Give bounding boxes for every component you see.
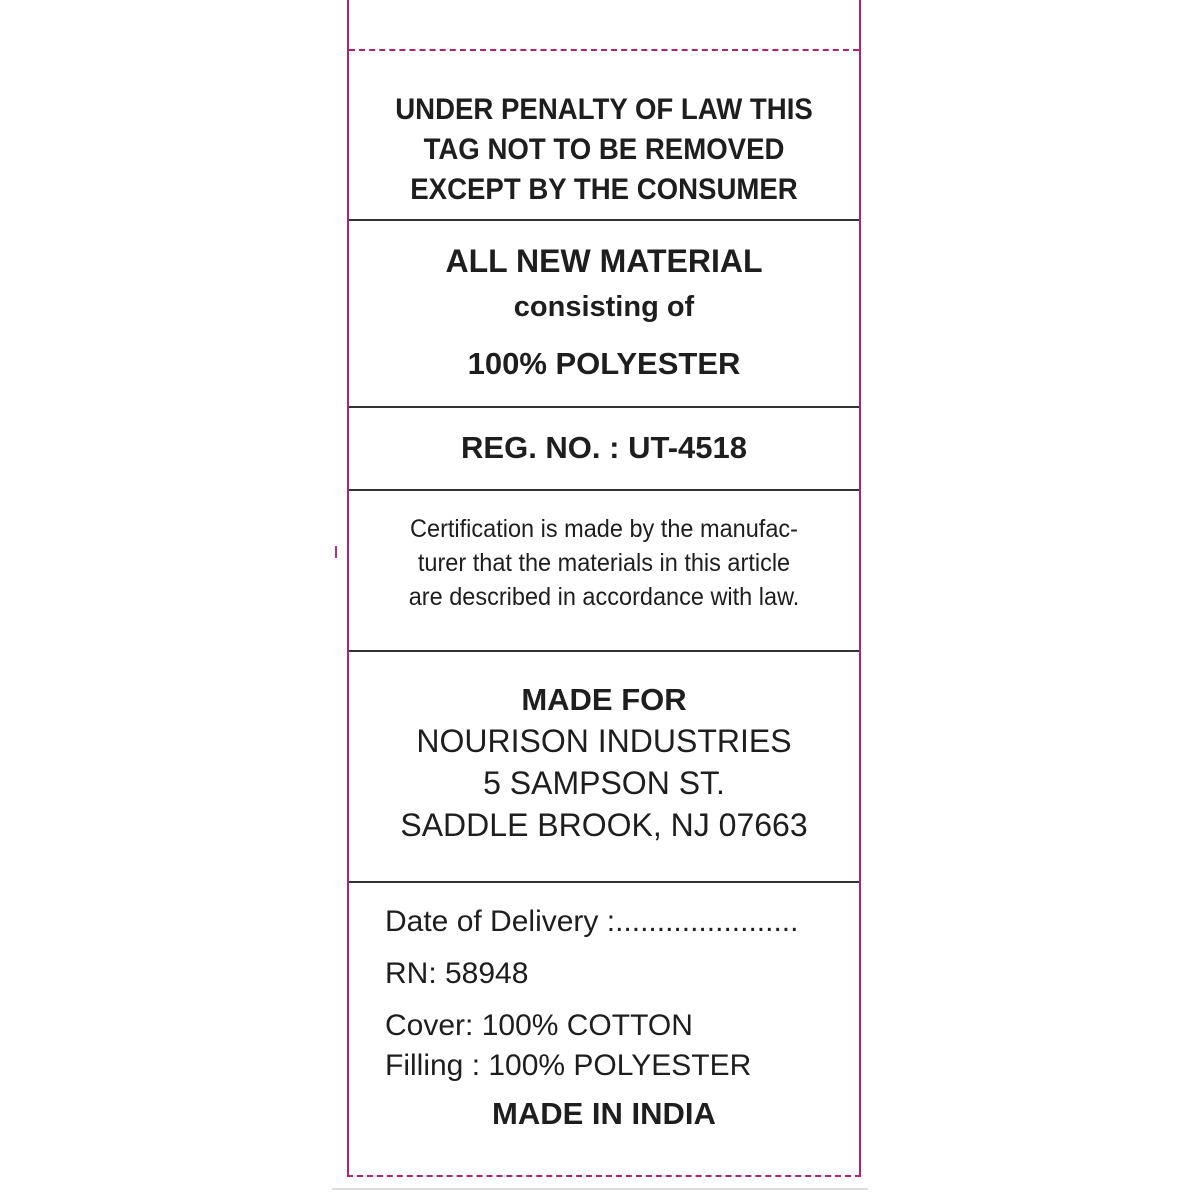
country-of-origin: MADE IN INDIA xyxy=(492,1096,716,1131)
certification-line-2: turer that the materials in this article xyxy=(417,549,791,577)
material-connector: consisting of xyxy=(513,291,695,323)
edge-mark xyxy=(335,546,337,558)
street-address: 5 SAMPSON ST. xyxy=(483,765,725,801)
divider-4 xyxy=(349,650,859,652)
bottom-edge-line xyxy=(332,1188,868,1190)
divider-1 xyxy=(349,219,859,221)
certification-line-1: Certification is made by the manufac- xyxy=(410,515,798,543)
certification-section xyxy=(349,512,859,614)
details-section xyxy=(385,902,859,1134)
filling-content: Filling : 100% POLYESTER xyxy=(385,1049,752,1082)
material-headline: ALL NEW MATERIAL xyxy=(445,243,763,279)
law-tag xyxy=(347,0,861,1177)
certification-line-3: are described in accordance with law. xyxy=(408,583,800,611)
warning-line-2: TAG NOT TO BE REMOVED xyxy=(423,133,785,166)
delivery-date: Date of Delivery :...................... xyxy=(385,905,799,938)
material-content: 100% POLYESTER xyxy=(467,346,741,381)
made-for-heading: MADE FOR xyxy=(521,682,687,717)
registration-number: REG. NO. : UT-4518 xyxy=(461,430,747,465)
divider-3 xyxy=(349,489,859,491)
warning-line-1: UNDER PENALTY OF LAW THIS xyxy=(395,93,813,126)
warning-line-3: EXCEPT BY THE CONSUMER xyxy=(410,173,798,206)
rn-number: RN: 58948 xyxy=(385,957,529,990)
warning-section xyxy=(349,90,859,210)
divider-2 xyxy=(349,406,859,408)
registration-section xyxy=(349,428,859,468)
city-address: SADDLE BROOK, NJ 07663 xyxy=(400,807,808,843)
made-for-section xyxy=(349,680,859,846)
divider-5 xyxy=(349,881,859,883)
cover-content: Cover: 100% COTTON xyxy=(385,1009,693,1042)
perforation-line xyxy=(349,49,859,51)
company-name: NOURISON INDUSTRIES xyxy=(416,723,792,759)
material-section xyxy=(349,240,859,384)
